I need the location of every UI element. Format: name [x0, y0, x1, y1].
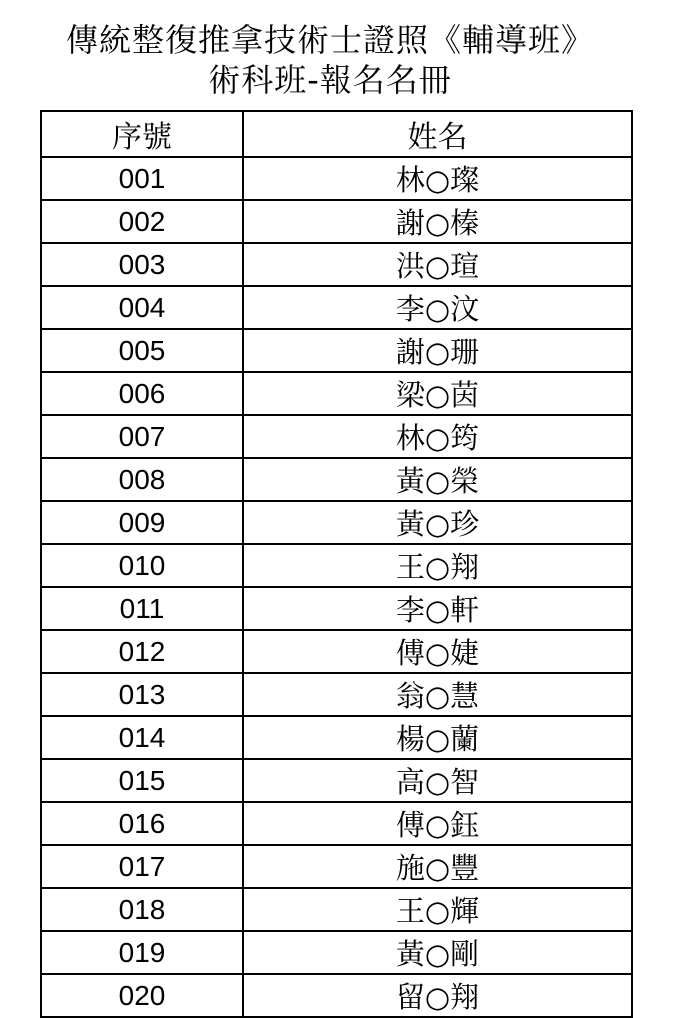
row-name: 黃○剛: [243, 931, 632, 974]
row-number: 016: [41, 802, 243, 845]
row-name: 林○璨: [243, 157, 632, 200]
table-row: [41, 630, 632, 673]
table-row: [41, 716, 632, 759]
row-number: 012: [41, 630, 243, 673]
table-row: [41, 759, 632, 802]
row-number: 014: [41, 716, 243, 759]
row-number: 019: [41, 931, 243, 974]
table-body: [41, 157, 632, 1017]
row-number: 009: [41, 501, 243, 544]
table-row: [41, 587, 632, 630]
row-number: 002: [41, 200, 243, 243]
row-number: 003: [41, 243, 243, 286]
row-number: 018: [41, 888, 243, 931]
row-name: 王○翔: [243, 544, 632, 587]
row-name: 翁○慧: [243, 673, 632, 716]
table-row: [41, 673, 632, 716]
row-name: 李○汶: [243, 286, 632, 329]
row-number: 020: [41, 974, 243, 1017]
row-name: 黃○珍: [243, 501, 632, 544]
row-number: 008: [41, 458, 243, 501]
row-number: 006: [41, 372, 243, 415]
table-header-row: [41, 111, 632, 157]
row-number: 013: [41, 673, 243, 716]
table-row: [41, 372, 632, 415]
table-row: [41, 329, 632, 372]
document-title: 傳統整復推拿技術士證照《輔導班》: [65, 21, 594, 59]
row-number: 017: [41, 845, 243, 888]
table-row: [41, 888, 632, 931]
row-name: 傅○鈺: [243, 802, 632, 845]
row-name: 林○筠: [243, 415, 632, 458]
table-row: [41, 802, 632, 845]
row-number: 011: [41, 587, 243, 630]
registration-table: [40, 110, 633, 1018]
row-name: 黃○榮: [243, 458, 632, 501]
row-number: 005: [41, 329, 243, 372]
table-row: [41, 200, 632, 243]
row-number: 007: [41, 415, 243, 458]
header-name: 姓名: [243, 111, 632, 157]
table-row: [41, 845, 632, 888]
row-name: 傅○婕: [243, 630, 632, 673]
row-name: 高○智: [243, 759, 632, 802]
row-name: 洪○瑄: [243, 243, 632, 286]
row-name: 王○輝: [243, 888, 632, 931]
table-row: [41, 501, 632, 544]
row-number: 015: [41, 759, 243, 802]
row-name: 楊○蘭: [243, 716, 632, 759]
table-row: [41, 931, 632, 974]
document-subtitle: 術科班-報名名冊: [208, 61, 452, 99]
table-row: [41, 243, 632, 286]
row-name: 謝○榛: [243, 200, 632, 243]
row-number: 001: [41, 157, 243, 200]
row-name: 謝○珊: [243, 329, 632, 372]
table-row: [41, 286, 632, 329]
table-row: [41, 157, 632, 200]
row-name: 施○豐: [243, 845, 632, 888]
row-number: 010: [41, 544, 243, 587]
table-row: [41, 458, 632, 501]
row-name: 梁○茵: [243, 372, 632, 415]
table-row: [41, 415, 632, 458]
row-name: 留○翔: [243, 974, 632, 1017]
row-number: 004: [41, 286, 243, 329]
table-row: [41, 974, 632, 1017]
row-name: 李○軒: [243, 587, 632, 630]
table-row: [41, 544, 632, 587]
header-number: 序號: [41, 111, 243, 157]
